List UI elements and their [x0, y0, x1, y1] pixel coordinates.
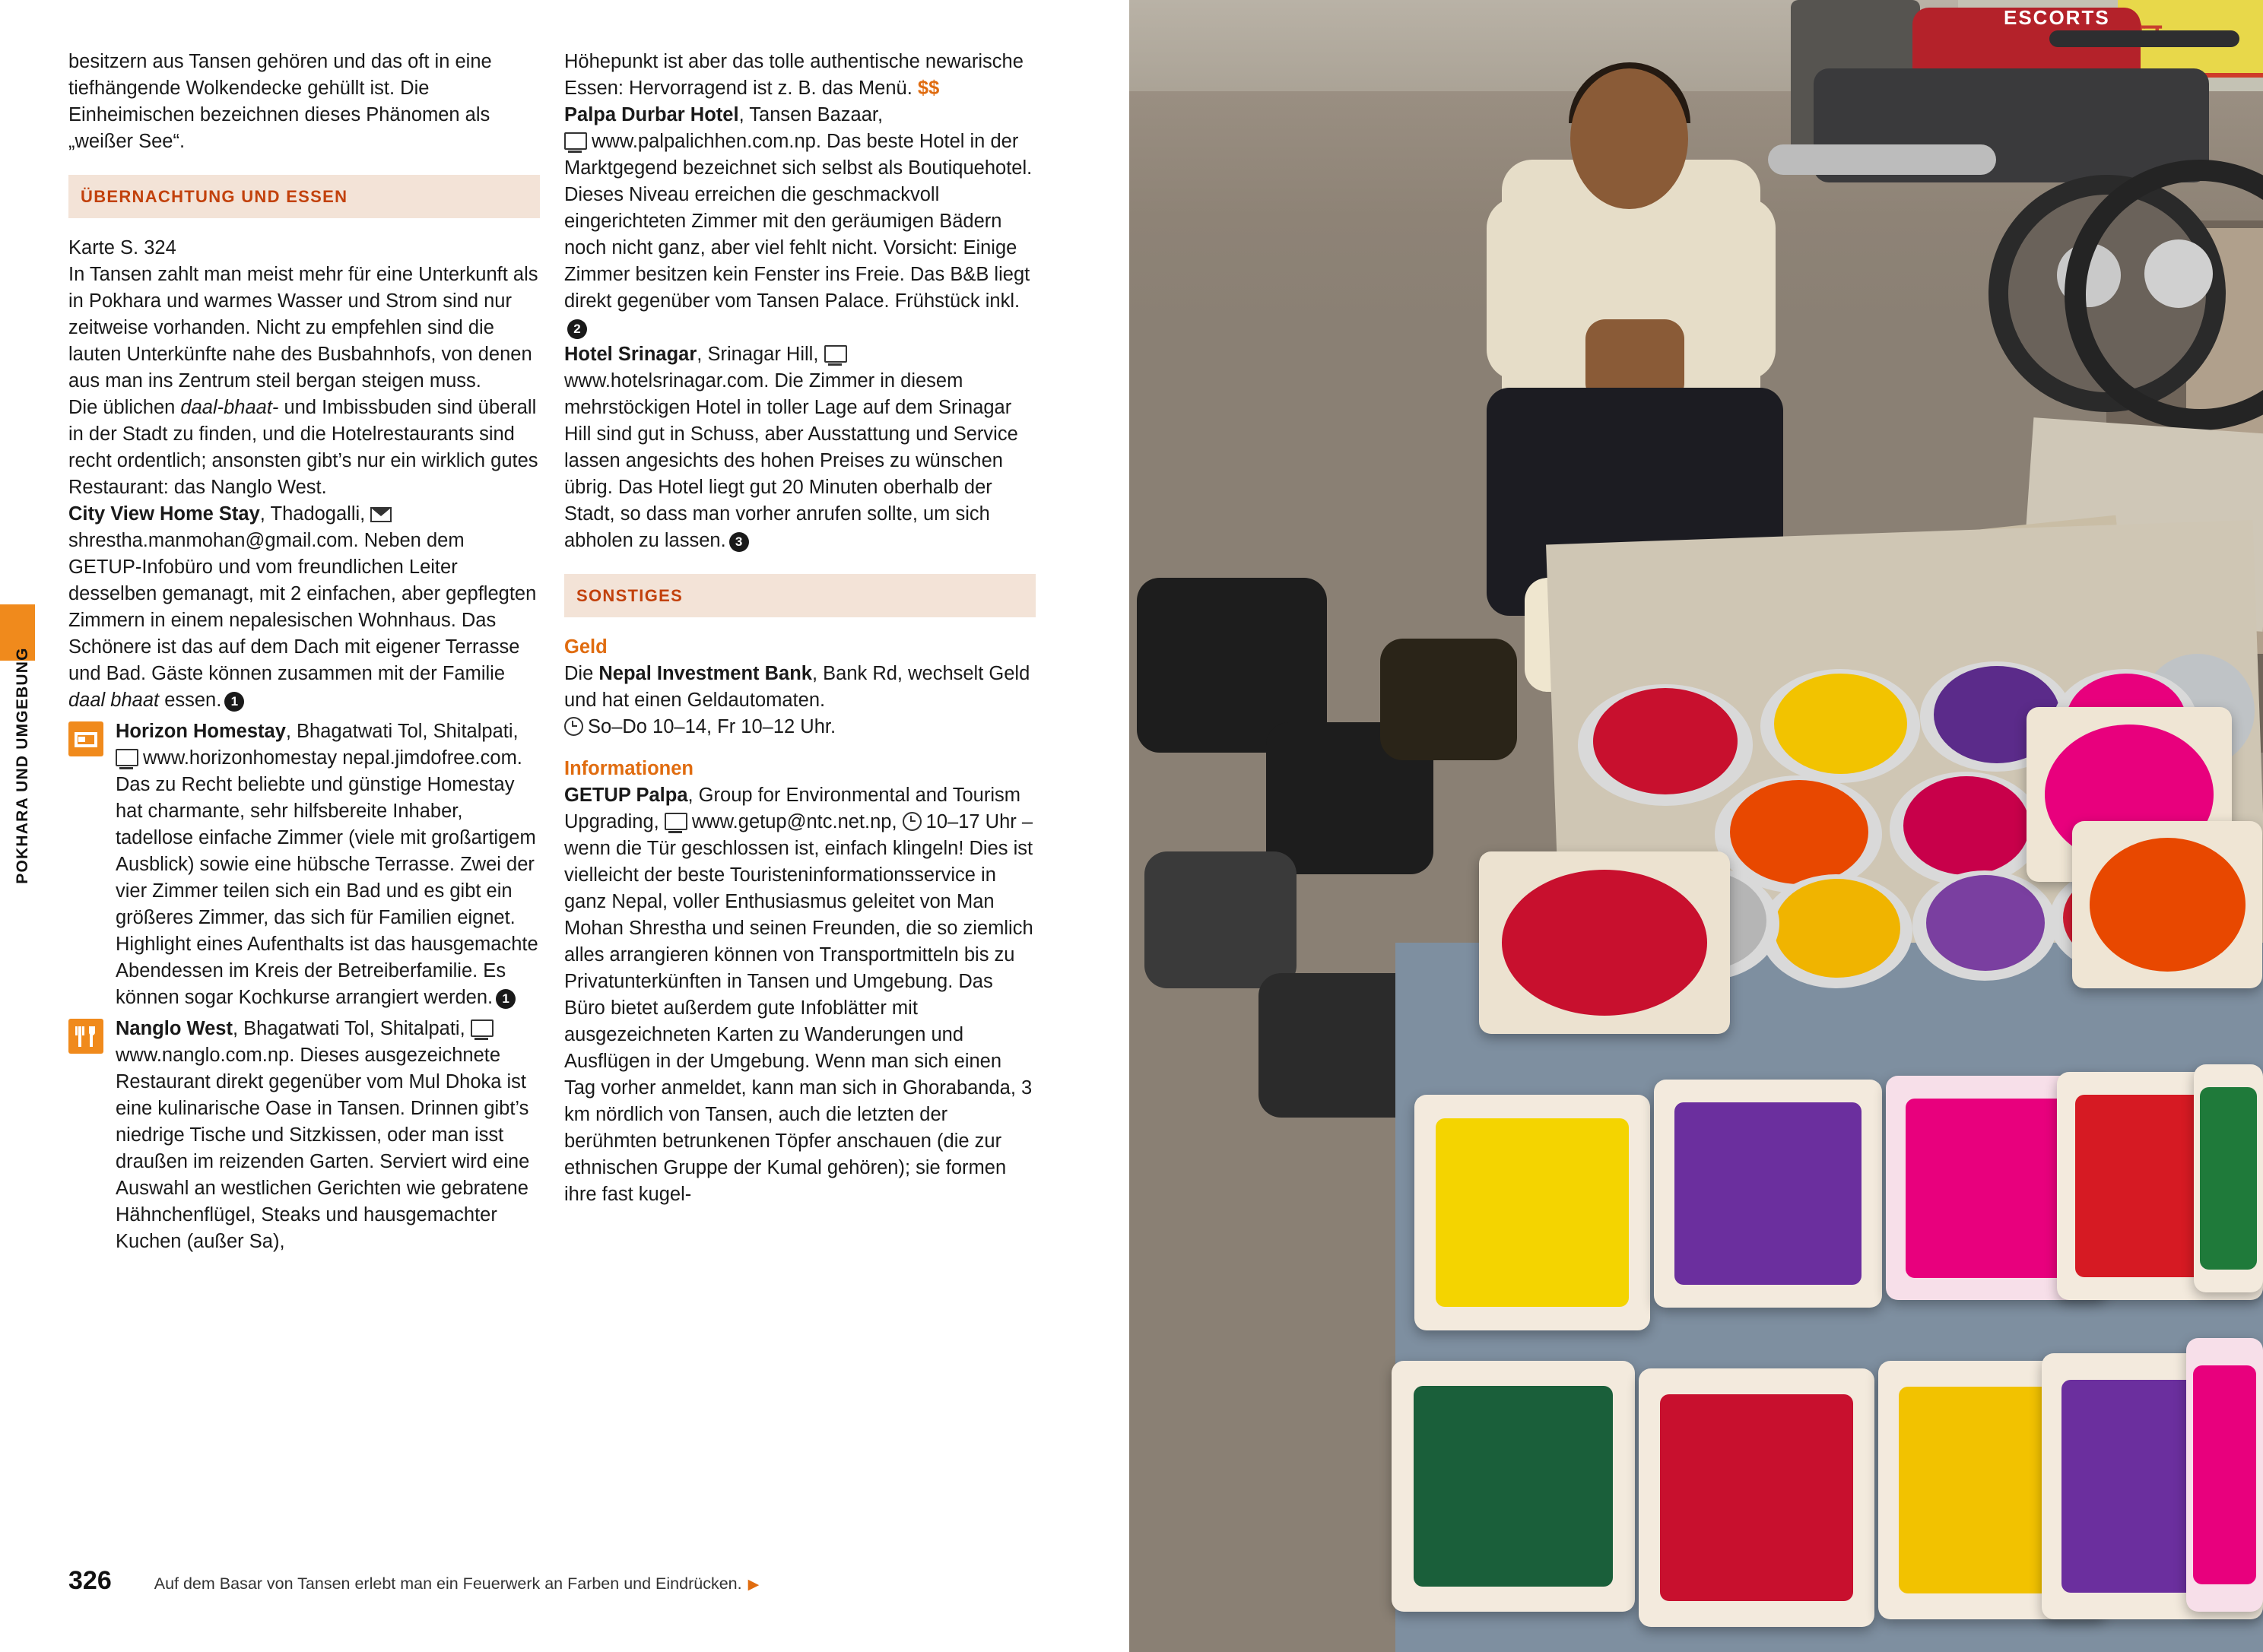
- org-hours: 10–17 Uhr – wenn die Tür geschlossen ist, einfach klingeln!: [564, 811, 1033, 859]
- bank-name: Nepal Investment Bank: [598, 663, 812, 684]
- listing-name: Palpa Durbar Hotel: [564, 104, 739, 125]
- body-paragraph-2: [68, 395, 540, 501]
- money-pre: Die: [564, 663, 599, 684]
- section-heading-misc: SONSTIGES: [564, 574, 1036, 617]
- listing-name: Horizon Homestay: [116, 721, 286, 742]
- powder-sack: [2072, 821, 2262, 988]
- powder-bin: [1639, 1368, 1874, 1627]
- subheading-information: Informationen: [564, 758, 694, 779]
- powder-heap-gold: [1774, 879, 1900, 978]
- page-footer: [68, 1566, 1049, 1596]
- body-paragraph-1: In Tansen zahlt man meist mehr für eine Unterkunft als in Pokhara und warmes Wasser und Strom sind nur zeitweise vorhanden. Nicht zu empfehlen sind die lauten Unterkünfte nahe des Busbahnhofs, von denen aus man ins Zentrum steil bergan steigen muss.: [68, 264, 538, 392]
- photo-page: [1129, 0, 2263, 1652]
- website-icon: [665, 813, 687, 830]
- listing-palpa-durbar-hotel: [564, 102, 1036, 341]
- listing-address: , Srinagar Hill,: [697, 344, 824, 365]
- listing-address: , Bhagatwati Tol, Shitalpati,: [285, 721, 519, 742]
- mail-icon: [370, 507, 392, 522]
- continued-text: Höhepunkt ist aber das tolle authentische newarische Essen: Hervorragend ist z. B. das Menü.: [564, 51, 1024, 99]
- map-marker-1: 1: [224, 692, 244, 712]
- bed-icon: [68, 721, 103, 756]
- org-text: Dies ist vielleicht der beste Touristeninformationsservice in ganz Nepal, voller Enthusiasmus geleitet von Man Mohan Shrestha und seinen Freunden, die so ziemlich alles arrangieren können von Transportmitteln bis zu Privatunterkünften in Tansen und Umgebung. Das Büro bietet außerdem gute Infoblätter mit ausgezeichneten Karten zu Wanderungen und Ausflügen in der Umgebung. Wenn man sich einen Tag vorher anmeldet, kann man sich in Ghorabanda, 3 km nördlich von Tansen, auch die letzten der berühmten betrunkenen Töpfer anschauen (die zur ethnischen Gruppe der Kumal gehören); sie formen ihre fast kugel-: [564, 838, 1033, 1205]
- listing-body: [116, 1016, 540, 1255]
- goods-sack: [1144, 851, 1297, 988]
- goods-sack: [1380, 639, 1517, 760]
- listing-text-pre: Neben dem GETUP-Infobüro und vom freundlichen Leiter desselben gemanagt, mit 2 einfachen, aber gepflegten Zimmern in einem nepalesischen Wohnhaus. Das Schönere ist das auf dem Dach mit eigener Terrasse und Bad. Gäste können zusammen mit der Familie: [68, 530, 537, 684]
- money-paragraph: [564, 661, 1036, 740]
- listing-text: Das beste Hotel in der Marktgegend bezeichnet sich selbst als Boutiquehotel. Dieses Niveau erreichen die geschmackvoll eingerichteten Zimmer mit den geräumigen Bädern noch nicht ganz, aber viel fehlt nicht. Vorsicht: Einige Zimmer besitzen kein Fenster ins Freie. Das B&B liegt direkt gegenüber vom Tansen Palace. Frühstück inkl.: [564, 131, 1033, 312]
- left-text-column: [68, 49, 540, 1255]
- powder-bin: [1654, 1080, 1882, 1308]
- powder-sack: [1479, 851, 1730, 1034]
- clock-icon: [903, 812, 922, 831]
- page-number: 326: [68, 1566, 112, 1595]
- website-icon: [824, 345, 847, 363]
- powder-heap-magenta: [1903, 776, 2030, 875]
- listing-text: Das zu Recht beliebte und günstige Homestay hat charmante, sehr hilfsbereite Inhaber, tadellose einfache Zimmer (viele mit großartigem Ausblick) sowie eine hübsche Terrasse. Zwei der vier Zimmer teilen sich ein Bad und es gibt ein größeres Zimmer, das sich für Familien eignet. Highlight eines Aufenthalts ist das hausgemachte Abendessen im Kreis der Betreiberfamilie. Es können sogar Kochkurse arrangiert werden.: [116, 774, 538, 1008]
- motorcycle-brand-text: ESCORTS: [2004, 6, 2110, 29]
- powder-bin: [1392, 1361, 1635, 1612]
- listing-website: www.hotelsrinagar.com.: [564, 370, 770, 392]
- arrow-icon: ▶: [747, 1577, 760, 1593]
- bazaar-photograph: [1129, 0, 2263, 1652]
- website-icon: [116, 749, 138, 766]
- caption-text: Auf dem Basar von Tansen erlebt man ein Feuerwerk an Farben und Eindrücken.: [154, 1574, 742, 1593]
- clock-icon: [564, 717, 583, 736]
- listing-body: [116, 718, 540, 1011]
- powder-heap-red: [1593, 688, 1738, 794]
- listing-address: , Tansen Bazaar,: [738, 104, 884, 125]
- body2-pre: Die üblichen: [68, 397, 181, 418]
- listing-website: www.palpalichhen.com.np.: [592, 131, 821, 152]
- org-website: www.getup@ntc.net.np,: [691, 811, 897, 832]
- section-heading-accommodation: ÜBERNACHTUNG UND ESSEN: [68, 175, 540, 218]
- powder-heap-yellow: [1774, 674, 1907, 774]
- map-marker-1b: 1: [496, 989, 516, 1009]
- listing-hotel-srinagar: [564, 341, 1036, 554]
- powder-bin: [2186, 1338, 2263, 1612]
- listing-text: Die Zimmer in diesem mehrstöckigen Hotel in toller Lage auf dem Srinagar Hill sind gut in Schuss, aber Ausstattung und Service lassen angesichts des hohen Preises zu wünschen übrig. Das Hotel liegt gut 20 Minuten oberhalb der Stadt, so dass man vorher anrufen sollte, um sich abholen zu lassen.: [564, 370, 1018, 551]
- listing-address: , Bhagatwati Tol, Shitalpati,: [232, 1018, 471, 1039]
- map-marker-3: 3: [729, 532, 749, 552]
- listing-address: , Thadogalli,: [259, 503, 371, 525]
- powder-heap-violet: [1926, 875, 2045, 971]
- listing-name: City View Home Stay: [68, 503, 260, 525]
- price-indicator: $$: [917, 78, 940, 99]
- map-marker-2: 2: [567, 319, 587, 339]
- side-tab-label: POKHARA UND UMGEBUNG: [14, 647, 31, 884]
- map-reference: Karte S. 324: [68, 237, 176, 258]
- website-icon: [564, 132, 587, 150]
- motorcycle-right: [1966, 30, 2263, 426]
- text-page: [0, 0, 1129, 1652]
- listing-text-post: essen.: [159, 690, 222, 711]
- body2-italic: daal-bhaat-: [180, 397, 279, 418]
- powder-bin: [2194, 1064, 2263, 1292]
- org-description: , Group for Environmental and Tourism Upgrading,: [564, 785, 1020, 832]
- intro-paragraph: besitzern aus Tansen gehören und das oft in eine tiefhängende Wolkendecke gehüllt ist. Die Einheimischen bezeichnen dieses Phänomen als „weißer See“.: [68, 51, 492, 152]
- chapter-side-tab: [0, 604, 35, 969]
- listing-city-view-home-stay: [68, 501, 540, 714]
- listing-email: shrestha.manmohan@gmail.com.: [68, 530, 359, 551]
- money-post: , Bank Rd, wechselt Geld und hat einen Geldautomaten.: [564, 663, 1030, 711]
- listing-nanglo-west: [68, 1016, 540, 1255]
- bank-hours: So–Do 10–14, Fr 10–12 Uhr.: [588, 716, 836, 737]
- website-icon: [471, 1019, 494, 1037]
- listing-name: Nanglo West: [116, 1018, 233, 1039]
- photo-caption: [154, 1574, 759, 1593]
- cutlery-icon: [68, 1019, 103, 1054]
- information-paragraph: [564, 782, 1036, 1208]
- powder-heap-orange: [1730, 780, 1868, 884]
- powder-bin: [1414, 1095, 1650, 1330]
- continued-paragraph: [564, 49, 1036, 102]
- org-name: GETUP Palpa: [564, 785, 688, 806]
- listing-horizon-homestay: [68, 718, 540, 1011]
- listing-website: www.nanglo.com.np.: [116, 1045, 295, 1066]
- body2-post: und Imbissbuden sind überall in der Stadt zu finden, und die Hotelrestaurants sind recht ordentlich; ansonsten gibt’s nur ein wirklich gutes Restaurant: das Nanglo West.: [68, 397, 538, 498]
- listing-text: Dieses ausgezeichnete Restaurant direkt gegenüber vom Mul Dhoka ist eine kulinarische Oase in Tansen. Drinnen gibt’s niedrige Tische und Sitzkissen, oder man isst draußen im reizenden Garten. Serviert wird eine Auswahl an westlichen Gerichten wie gebratene Hähnchenflügel, Steaks und hausgemachter Kuchen (außer Sa),: [116, 1045, 530, 1252]
- subheading-money: Geld: [564, 636, 608, 658]
- listing-italic: daal bhaat: [68, 690, 160, 711]
- listing-website: www.horizonhomestay nepal.jimdofree.com.: [143, 747, 522, 769]
- listing-name: Hotel Srinagar: [564, 344, 697, 365]
- right-text-column: [564, 49, 1036, 1208]
